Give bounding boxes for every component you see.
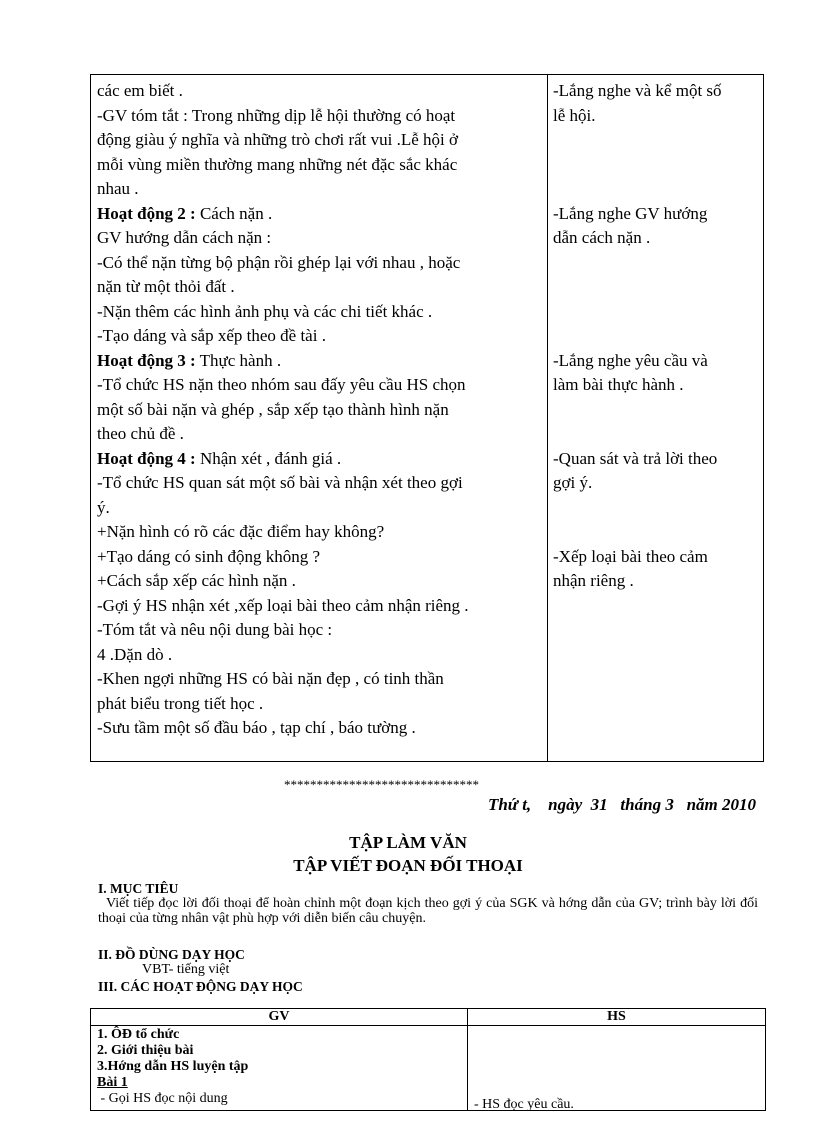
student-line: -Quan sát và trả lời theo xyxy=(553,448,718,468)
teacher-line: GV hướng dẫn cách nặn : xyxy=(97,228,272,247)
activity-4-heading xyxy=(97,447,543,472)
teacher-line: -Tạo dáng và sắp xếp theo đề tài . xyxy=(97,326,326,345)
hs-column xyxy=(474,1097,574,1113)
gv-header: GV xyxy=(268,1009,290,1024)
subject-heading: TẬP LÀM VĂN xyxy=(349,833,467,852)
teacher-line: nhau . xyxy=(97,179,139,198)
objectives-text: Viết tiếp đọc lời đối thoại để hoàn chỉnh một đoạn kịch theo gợi ý của SGK và hớng dẫn của GV; trình bày lời đối thoại của từng nhân vật phù hợp với diễn biến câu chuyện. xyxy=(98,896,758,926)
teacher-line: -Gợi ý HS nhận xét ,xếp loại bài theo cảm nhận riêng . xyxy=(97,595,469,615)
activity-label: Hoạt động 4 : xyxy=(97,448,196,468)
student-line: -Xếp loại bài theo cảm xyxy=(553,546,708,566)
teacher-line: động giàu ý nghĩa và những trò chơi rất vui .Lễ hội ở xyxy=(97,130,458,149)
teacher-line: -Có thể nặn từng bộ phận rồi ghép lại với nhau , hoặc xyxy=(97,252,461,272)
student-column xyxy=(553,79,759,594)
teacher-line: phát biểu trong tiết học . xyxy=(97,693,264,713)
activity-3-heading xyxy=(97,349,543,374)
student-line: -Lắng nghe yêu cầu và xyxy=(553,350,708,370)
teaching-activities-table xyxy=(90,1008,766,1111)
student-line: gợi ý. xyxy=(553,473,593,492)
hs-header: HS xyxy=(607,1009,626,1024)
activity-label: Hoạt động 2 : xyxy=(97,203,196,223)
teacher-line: các em biết . xyxy=(97,81,183,100)
activities-section xyxy=(98,979,758,994)
teacher-line: mỗi vùng miền thường mang những nét đặc sắc khác xyxy=(97,154,458,174)
teacher-line: -Sưu tầm một số đầu báo , tạp chí , báo tường . xyxy=(97,718,416,737)
teacher-line: một số bài nặn và ghép , sắp xếp tạo thành hình nặn xyxy=(97,399,449,419)
student-line: dẫn cách nặn . xyxy=(553,228,651,247)
column-divider xyxy=(547,75,548,761)
teacher-line: 4 .Dặn dò . xyxy=(97,644,173,664)
activity-title: Nhận xét , đánh giá . xyxy=(195,448,342,468)
teacher-line: -GV tóm tắt : Trong những dịp lễ hội thường có hoạt xyxy=(97,105,456,125)
activity-label: Hoạt động 3 : xyxy=(97,350,196,370)
gv-line: 3.Hớng dẫn HS luyện tập xyxy=(97,1059,249,1074)
header-rule xyxy=(91,1025,765,1026)
student-line: nhận riêng . xyxy=(553,571,634,590)
teacher-line: ý. xyxy=(97,497,110,517)
gv-line: 2. Giới thiệu bài xyxy=(97,1043,194,1058)
teacher-line: -Nặn thêm các hình ảnh phụ và các chi tiết khác . xyxy=(97,301,433,321)
section-separator: ****************************** xyxy=(284,777,479,792)
activity-title: Cách nặn . xyxy=(195,203,273,223)
activity-2-heading xyxy=(97,202,543,227)
student-line: làm bài thực hành . xyxy=(553,375,684,394)
student-line: -Lắng nghe GV hướng xyxy=(553,203,708,223)
objectives-title: I. MỤC TIÊU xyxy=(98,881,179,896)
teacher-line: -Khen ngợi những HS có bài nặn đẹp , có tinh thần xyxy=(97,669,444,688)
teacher-line: -Tổ chức HS quan sát một số bài và nhận xét theo gợi xyxy=(97,473,463,492)
teacher-line: +Tạo dáng có sinh động không ? xyxy=(97,546,320,566)
teacher-line: -Tổ chức HS nặn theo nhóm sau đấy yêu cầu HS chọn xyxy=(97,375,466,394)
objectives-section xyxy=(98,881,758,926)
activity-title: Thực hành . xyxy=(195,350,282,370)
materials-title: II. ĐỒ DÙNG DẠY HỌC xyxy=(98,947,245,962)
teacher-line: -Tóm tắt và nêu nội dung bài học : xyxy=(97,620,333,639)
activities-title: III. CÁC HOẠT ĐỘNG DẠY HỌC xyxy=(98,979,303,994)
gv-line: 1. ÔĐ tổ chức xyxy=(97,1027,180,1042)
teacher-line: nặn từ một thỏi đất . xyxy=(97,277,235,296)
lesson-activity-table xyxy=(90,74,764,762)
gv-line: - Gọi HS đọc nội dung xyxy=(97,1091,228,1106)
teacher-line: +Nặn hình có rõ các đặc điểm hay không? xyxy=(97,522,385,541)
teacher-line: +Cách sắp xếp các hình nặn . xyxy=(97,571,296,590)
teacher-line: theo chủ đề . xyxy=(97,424,184,443)
materials-text: VBT- tiếng việt xyxy=(142,962,230,977)
gv-column xyxy=(97,1027,248,1107)
teacher-column xyxy=(97,79,543,741)
materials-section xyxy=(98,947,758,977)
gv-line: Bài 1 xyxy=(97,1075,128,1090)
student-line: lễ hội. xyxy=(553,105,596,125)
lesson-date: Thứ t, ngày 31 tháng 3 năm 2010 xyxy=(487,795,756,814)
lesson-title: TẬP VIẾT ĐOẠN ĐỐI THOẠI xyxy=(293,856,523,875)
student-line: -Lắng nghe và kể một số xyxy=(553,81,722,100)
hs-line: - HS đọc yêu cầu. xyxy=(474,1097,574,1112)
